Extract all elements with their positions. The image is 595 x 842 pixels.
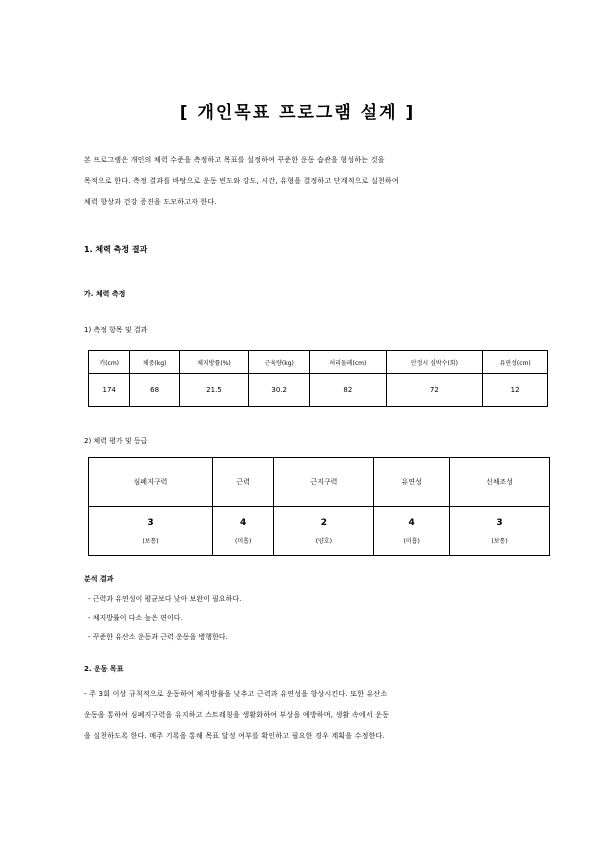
table-row bbox=[89, 507, 550, 556]
intro-paragraph bbox=[84, 150, 514, 213]
grade-note: (보통) bbox=[142, 537, 159, 545]
intro-line: 본 프로그램은 개인의 체력 수준을 측정하고 목표를 설정하여 꾸준한 운동 습관을 형성하는 것을 bbox=[84, 156, 385, 164]
grade-value: 3 bbox=[496, 517, 503, 528]
table-cell: 12 bbox=[483, 374, 548, 407]
table-header-cell: 키(cm) bbox=[89, 351, 130, 374]
document-title: [ 개인목표 프로그램 설계 ] bbox=[179, 103, 416, 123]
grade-value: 4 bbox=[240, 517, 247, 528]
table-cell bbox=[212, 507, 274, 556]
table-header-cell: 유연성(cm) bbox=[483, 351, 548, 374]
grade-value: 2 bbox=[320, 517, 327, 528]
table-header-cell: 체지방률(%) bbox=[179, 351, 248, 374]
notes-list bbox=[88, 590, 241, 647]
table-row bbox=[89, 374, 548, 407]
grade-value: 4 bbox=[408, 517, 415, 528]
list-item: - 근력과 유연성이 평균보다 낮아 보완이 필요하다. bbox=[88, 595, 242, 603]
table1-caption: 1) 측정 항목 및 결과 bbox=[84, 326, 148, 334]
table-cell bbox=[450, 507, 550, 556]
table-header-row bbox=[89, 458, 550, 507]
table-header-cell: 체중(kg) bbox=[130, 351, 179, 374]
intro-line: 체력 향상과 건강 증진을 도모하고자 한다. bbox=[84, 198, 217, 206]
table-cell: 174 bbox=[89, 374, 130, 407]
grade-note: (양호) bbox=[315, 537, 332, 545]
section-heading-1: 1. 체력 측정 결과 bbox=[84, 245, 148, 254]
table-header-cell: 근지구력 bbox=[274, 458, 374, 507]
table-cell: 30.2 bbox=[249, 374, 310, 407]
intro-line: 목적으로 한다. 측정 결과를 바탕으로 운동 빈도와 강도, 시간, 유형을 결정하고 단계적으로 실천하여 bbox=[84, 177, 399, 185]
table-header-cell: 심폐지구력 bbox=[89, 458, 213, 507]
list-item: - 체지방률이 다소 높은 편이다. bbox=[88, 614, 183, 622]
grade-value: 3 bbox=[147, 517, 154, 528]
table-header-row bbox=[89, 351, 548, 374]
notes-title: 분석 결과 bbox=[84, 575, 114, 583]
table-cell: 21.5 bbox=[179, 374, 248, 407]
table-cell bbox=[89, 507, 213, 556]
grade-note: (미흡) bbox=[235, 537, 252, 545]
table-cell: 72 bbox=[386, 374, 483, 407]
measurement-table bbox=[88, 350, 548, 407]
table-cell bbox=[274, 507, 374, 556]
grade-note: (보통) bbox=[491, 537, 508, 545]
table-header-cell: 근육량(kg) bbox=[249, 351, 310, 374]
table-cell: 82 bbox=[310, 374, 386, 407]
table-header-cell: 안정시 심박수(회) bbox=[386, 351, 483, 374]
table-cell: 68 bbox=[130, 374, 179, 407]
table-cell bbox=[374, 507, 450, 556]
list-item: - 꾸준한 유산소 운동과 근력 운동을 병행한다. bbox=[88, 633, 228, 641]
evaluation-table bbox=[88, 457, 550, 556]
body-line: 운동을 통하여 심폐지구력을 유지하고 스트레칭을 생활화하여 부상을 예방하며, 생활 속에서 운동 bbox=[84, 711, 390, 719]
subsection-heading: 가. 체력 측정 bbox=[84, 290, 126, 298]
body-line: - 주 3회 이상 규칙적으로 운동하여 체지방률을 낮추고 근력과 유연성을 향상시킨다. 또한 유산소 bbox=[84, 690, 388, 698]
table-header-cell: 신체조성 bbox=[450, 458, 550, 507]
table2-caption: 2) 체력 평가 및 등급 bbox=[84, 437, 148, 445]
table-header-cell: 근력 bbox=[212, 458, 274, 507]
body-paragraph bbox=[84, 684, 514, 747]
table-header-cell: 유연성 bbox=[374, 458, 450, 507]
grade-note: (미흡) bbox=[403, 537, 420, 545]
section-heading-2: 2. 운동 목표 bbox=[84, 665, 124, 673]
table-header-cell: 허리둘레(cm) bbox=[310, 351, 386, 374]
body-line: 을 실천하도록 한다. 매주 기록을 통해 목표 달성 여부를 확인하고 필요한 경우 계획을 수정한다. bbox=[84, 732, 385, 740]
